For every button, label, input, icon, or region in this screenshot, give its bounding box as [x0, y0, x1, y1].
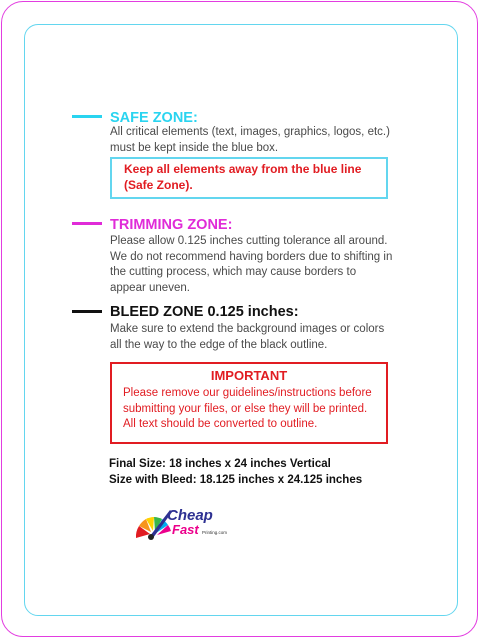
- safe-zone-desc-line: must be kept inside the blue box.: [110, 141, 279, 154]
- safe-zone-note-line: Keep all elements away from the blue line: [124, 162, 362, 176]
- trimming-zone-legend-dash: [72, 222, 102, 225]
- important-body: [123, 386, 372, 433]
- important-line: Please remove our guidelines/instructions before: [123, 387, 372, 399]
- bleed-zone-description: [110, 322, 420, 353]
- size-info: [109, 457, 362, 488]
- bleed-zone-legend-dash: [72, 310, 102, 313]
- cheap-fast-printing-logo: [130, 498, 240, 546]
- safe-zone-desc-line: All critical elements (text, images, graphics, logos, etc.): [110, 126, 390, 138]
- safe-zone-legend-dash: [72, 115, 102, 118]
- important-title: IMPORTANT: [210, 368, 288, 383]
- important-line: submitting your files, or else they will be printed.: [123, 402, 368, 415]
- logo-word-fast: Fast: [172, 522, 199, 537]
- important-line: All text should be converted to outline.: [123, 418, 318, 430]
- final-size-text: Final Size: 18 inches x 24 inches Vertical: [109, 458, 331, 470]
- trimming-zone-desc-line: We do not recommend having borders due to shifting in: [110, 250, 393, 263]
- trimming-zone-desc-line: appear uneven.: [110, 281, 190, 294]
- logo-suffix: Printing.com: [202, 530, 228, 535]
- bleed-zone-desc-line: all the way to the edge of the black outline.: [110, 338, 328, 351]
- safe-line-outline: [24, 24, 458, 616]
- important-notice-box: [110, 362, 388, 444]
- trimming-zone-desc-line: Please allow 0.125 inches cutting tolerance all around.: [110, 235, 388, 247]
- trimming-zone-heading: TRIMMING ZONE:: [110, 217, 233, 233]
- safe-zone-description: [110, 125, 420, 156]
- trimming-zone-desc-line: the cutting process, which may cause borders to: [110, 266, 357, 278]
- safe-zone-note-box: [110, 157, 388, 199]
- bleed-size-text: Size with Bleed: 18.125 inches x 24.125 inches: [109, 473, 363, 486]
- bleed-zone-desc-line: Make sure to extend the background images or colors: [110, 323, 385, 335]
- safe-zone-note-line: (Safe Zone).: [124, 177, 193, 192]
- safe-zone-heading: SAFE ZONE:: [110, 110, 198, 126]
- trimming-zone-description: [110, 234, 420, 296]
- bleed-zone-heading: BLEED ZONE 0.125 inches:: [110, 304, 299, 320]
- logo-word-cheap: Cheap: [167, 507, 213, 524]
